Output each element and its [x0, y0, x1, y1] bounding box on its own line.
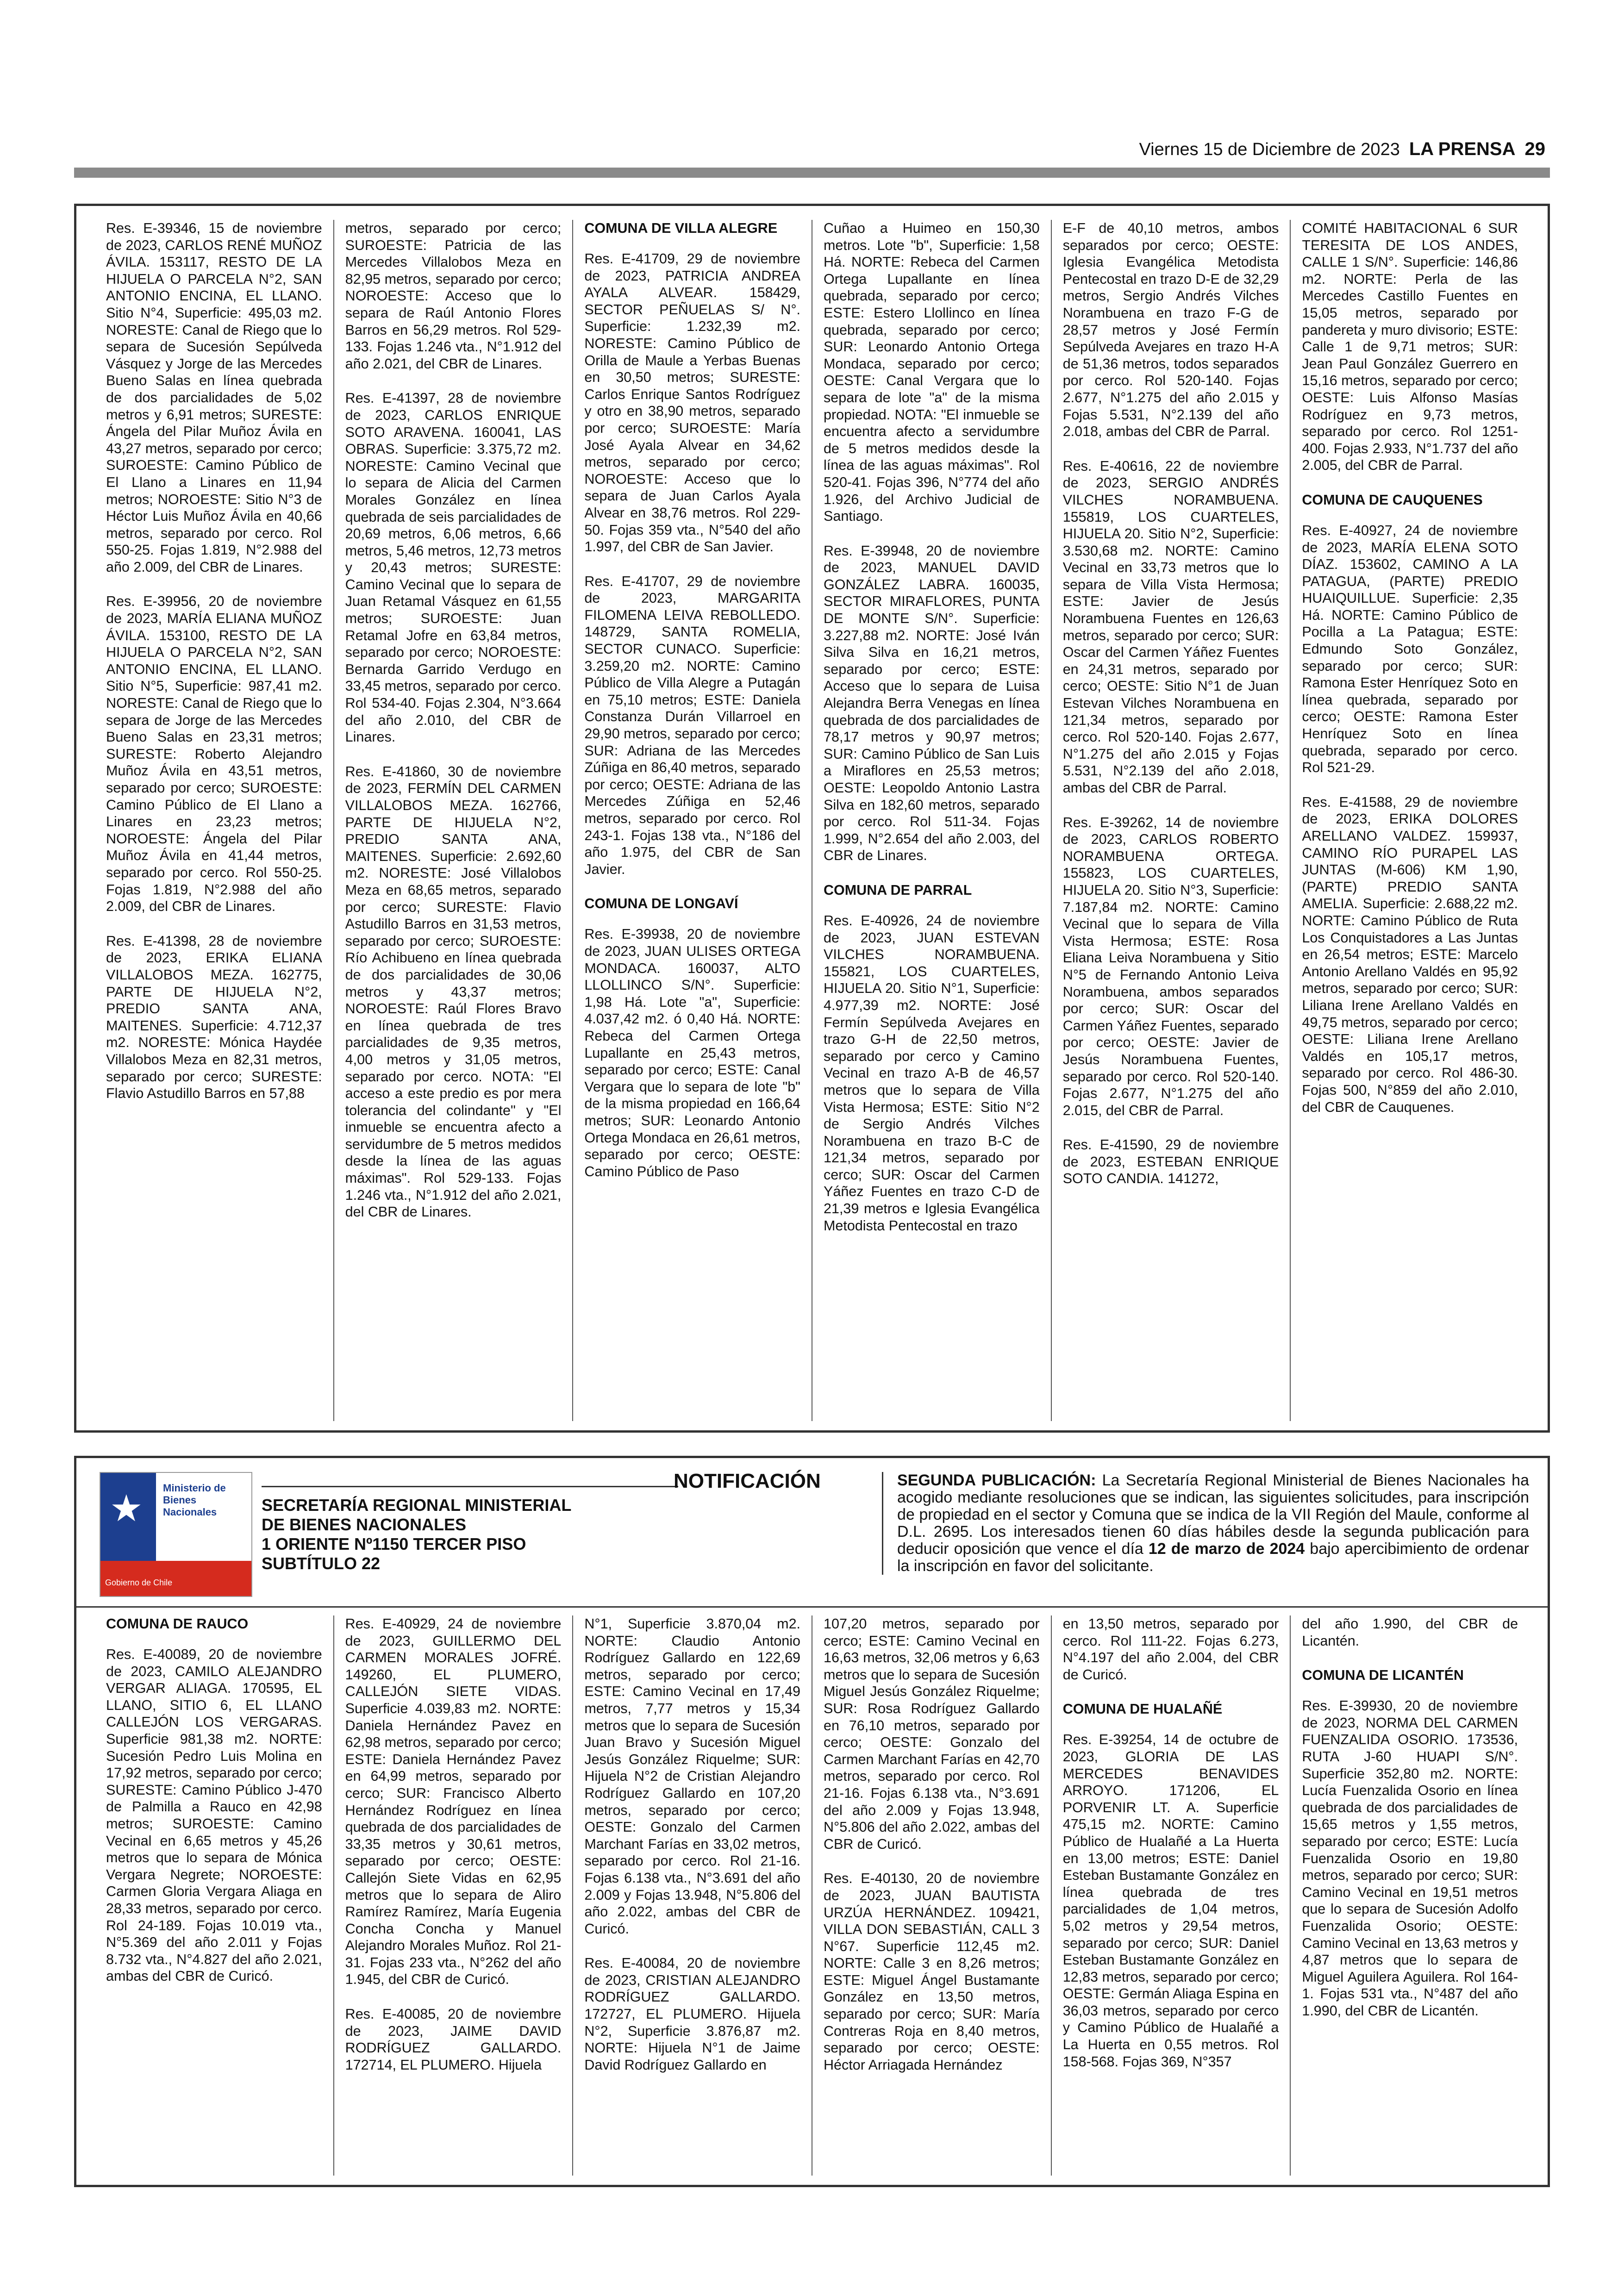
resolution-entry: Res. E-40085, 20 de noviembre de 2023, JAIME DAVID RODRÍGUEZ GALLARDO. 172714, EL PLUMERO. Hijuela — [345, 2006, 562, 2073]
top-notices-box — [74, 204, 1550, 1433]
resolution-entry: Res. E-39938, 20 de noviembre de 2023, JUAN ULISES ORTEGA MONDACA. 160037, ALTO LLOLLINCO S/N°. Superficie: 1,98 Há. Lote "a", Superficie: 4.037,42 m2. ó 0,40 Há. NORTE: Rebeca del Carmen Ortega Lupallante en 25,43 metros, separado por cerco; ESTE: Canal Vergara que lo separa de lote "b" de la misma propiedad en 166,64 metros; SUR: Leonardo Antonio Ortega Mondaca en 26,61 metros, separado por cerco; OESTE: Camino Público de Paso — [584, 926, 801, 1179]
resolution-entry: Res. E-40089, 20 de noviembre de 2023, CAMILO ALEJANDRO VERGAR ALIAGA. 170595, EL LLANO, SITIO 6, EL LLANO CALLEJÓN LOS VERGARAS. Superficie 981,38 m2. NORTE: Sucesión Pedro Luis Molina en 17,92 metros, separado por cerco; SURESTE: Camino Público J-470 de Palmilla a Rauco en 42,98 metros; SUROESTE: Camino Vecinal en 6,65 metros y 45,26 metros que lo separa de Mónica Vergara Negrete; NOROESTE: Carmen Gloria Vergara Aliaga en 28,33 metros, separado por cerco. Rol 24-189. Fojas 10.019 vta., N°5.369 del año 2.011 y Fojas 8.732 vta., N°4.827 del año 2.021, ambas del CBR de Curicó. — [106, 1646, 322, 1984]
comuna-heading: COMUNA DE VILLA ALEGRE — [584, 220, 778, 236]
resolution-entry: E-F de 40,10 metros, ambos separados por cerco; OESTE: Iglesia Evangélica Metodista Pentecostal en trazo D-E de 32,29 metros, Sergio Andrés Vilches Norambuena en trazo F-G de 28,57 metros y José Fermín Sepúlveda Avejares en trazo H-A de 51,36 metros, todos separados por cerco. Rol 520-140. Fojas 2.677, N°1.275 del año 2.015 y Fojas 5.531, N°2.139 del año 2.018, ambas del CBR de Parral. — [1062, 220, 1279, 440]
text-column — [1291, 1615, 1529, 2176]
comuna-heading: COMUNA DE LONGAVÍ — [584, 896, 738, 912]
text-column — [95, 220, 334, 1421]
resolution-entry: Res. E-40926, 24 de noviembre de 2023, JUAN ESTEVAN VILCHES NORAMBUENA. 155821, LOS CUARTELES, HIJUELA 20. Sitio N°1, Superficie: 4.977,39 m2. NORTE: José Fermín Sepúlveda Avejares en trazo G-H de 22,50 metros, separado por cerco y Camino Vecinal en trazo A-B de 46,57 metros que lo separa de Villa Vista Hermosa; ESTE: Sitio N°2 de Sergio Andrés Vilches Norambuena en trazo B-C de 121,34 metros, separado por cerco; SUR: Oscar del Carmen Yáñez Fuentes en trazo C-D de 21,39 metros e Iglesia Evangélica Metodista Pentecostal en trazo — [824, 912, 1040, 1234]
resolution-entry: Res. E-40616, 22 de noviembre de 2023, SERGIO ANDRÉS VILCHES NORAMBUENA. 155819, LOS CUARTELES, HIJUELA 20. Sitio N°2, Superficie: 3.530,68 m2. NORTE: Camino Vecinal en 33,73 metros que lo separa de Villa Vista Hermosa; ESTE: Javier de Jesús Norambuena Fuentes en 126,63 metros, separado por cerco; SUR: Oscar del Carmen Yáñez Fuentes en 24,31 metros, separado por cerco; OESTE: Sitio N°1 de Juan Estevan Vilches Norambuena en 121,34 metros, separado por cerco. Rol 520-140. Fojas 2.677, N°1.275 del año 2.015 y Fojas 5.531, N°2.139 del año 2.018, ambas del CBR de Parral. — [1062, 458, 1279, 796]
deadline-date: 12 de marzo de 2024 — [1148, 1540, 1305, 1558]
top-columns — [95, 220, 1529, 1421]
resolution-entry: Res. E-41590, 29 de noviembre de 2023, ESTEBAN ENRIQUE SOTO CANDIA. 141272, — [1062, 1137, 1279, 1187]
organization-block — [262, 1486, 678, 1573]
resolution-entry: Res. E-39262, 14 de noviembre de 2023, CARLOS ROBERTO NORAMBUENA ORTEGA. 155823, LOS CUARTELES, HIJUELA 20. Sitio N°3, Superficie: 7.187,84 m2. NORTE: Camino Vecinal que lo separa de Villa Vista Hermosa; ESTE: Rosa Eliana Leiva Norambuena y Sitio N°5 de Fernando Antonio Leiva Norambuena, ambos separados por cerco; SUR: Oscar del Carmen Yáñez Fuentes, separado por cerco; OESTE: Javier de Jesús Norambuena Fuentes, separado por cerco. Rol 520-140. Fojas 2.677, N°1.275 del año 2.015, del CBR de Parral. — [1062, 814, 1279, 1118]
resolution-entry: Res. E-39948, 20 de noviembre de 2023, MANUEL DAVID GONZÁLEZ LABRA. 160035, SECTOR MIRAFLORES, PUNTA DE MONTE S/N°. Superficie: 3.227,88 m2. NORTE: José Iván Silva Silva en 16,21 metros, separado por cerco; ESTE: Acceso que lo separa de Luisa Alejandra Berra Venegas en línea quebrada de dos parcialidades de 78,17 metros y 90,97 metros; SUR: Camino Público de San Luis a Miraflores en 25,53 metros; OESTE: Leopoldo Antonio Lastra Silva en 182,60 metros, separado por cerco. Rol 511-34. Fojas 1.999, N°2.654 del año 2.003, del CBR de Linares. — [824, 543, 1040, 864]
body-text: La Secretaría Regional Ministerial de Bienes Nacionales ha acogido mediante resoluciones que se indican, las siguientes solicitudes, para inscripción de propiedad en el sector y Comuna que se indica de la VII Región del Maule, conforme al D.L. 2695. Los interesados tienen 60 días hábiles desde la segunda publicación para deducir oposición que vence el día — [897, 1472, 1529, 1558]
resolution-entry: Res. E-40927, 24 de noviembre de 2023, MARÍA ELENA SOTO DÍAZ. 153602, CAMINO A LA PATAGUA, (PARTE) PREDIO HUAIQUILLUE. Superficie: 2,35 Há. NORTE: Camino Público de Pocilla a La Patagua; ESTE: Edmundo Soto González, separado por cerco; SUR: Ramona Ester Henríquez Soto en línea quebrada, separado por cerco; OESTE: Ramona Ester Henríquez Soto en línea quebrada, separado por cerco. Rol 521-29. — [1302, 522, 1518, 776]
page-header — [1139, 139, 1545, 160]
resolution-entry: del año 1.990, del CBR de Licantén. — [1302, 1616, 1518, 1649]
header-publication: LA PRENSA — [1409, 139, 1516, 159]
text-column — [334, 220, 574, 1421]
text-column — [334, 1615, 574, 2176]
resolution-entry: Res. E-41588, 29 de noviembre de 2023, ERIKA DOLORES ARELLANO VALDEZ. 159937, CAMINO RÍO PURAPEL LAS JUNTAS (M-606) KM 1,90, (PARTE) PREDIO SANTA AMELIA. Superficie: 2.688,22 m2. NORTE: Camino Público de Ruta Los Conquistadores a Las Juntas en 26,54 metros; ESTE: Marcelo Antonio Arellano Valdés en 95,92 metros, separado por cerco; SUR: Liliana Irene Arellano Valdés en 49,75 metros, separado por cerco; OESTE: Liliana Irene Arellano Valdés en 105,17 metros, separado por cerco. Rol 486-30. Fojas 500, N°859 del año 2.010, del CBR de Cauquenes. — [1302, 794, 1518, 1115]
star-icon: ★ — [110, 1488, 143, 1529]
text-column — [573, 1615, 812, 2176]
comuna-heading: COMUNA DE LICANTÉN — [1302, 1667, 1464, 1684]
org-line: DE BIENES NACIONALES — [262, 1515, 467, 1534]
resolution-entry: en 13,50 metros, separado por cerco. Rol 111-22. Fojas 6.273, N°4.197 del año 2.004, del CBR de Curicó. — [1062, 1616, 1279, 1683]
notification-body — [882, 1472, 1529, 1575]
ministry-logo — [100, 1472, 252, 1597]
resolution-entry: Res. E-40130, 20 de noviembre de 2023, JUAN BAUTISTA URZÚA HERNÁNDEZ. 109421, VILLA DON SEBASTIÁN, CALL 3 N°67. Superficie 112,45 m2. NORTE: Calle 3 en 8,26 metros; ESTE: Miguel Ángel Bustamante González en 13,50 metros, separado por cerco; SUR: María Contreras Roja en 8,40 metros, separado por cerco; OESTE: Héctor Arriagada Hernández — [824, 1871, 1040, 2073]
resolution-entry: Res. E-41709, 29 de noviembre de 2023, PATRICIA ANDREA AYALA ALVEAR. 158429, SECTOR PEÑUELAS S/ N°. Superficie: 1.232,39 m2. NORESTE: Camino Público de Orilla de Maule a Yerbas Buenas en 30,50 metros; SURESTE: Carlos Enrique Santos Rodríguez y otro en 38,90 metros, separado por cerco; SUROESTE: María José Ayala Alvear en 34,62 metros, separado por cerco; NOROESTE: Acceso que lo separa de Juan Carlos Ayala Alvear en 38,76 metros. Rol 229-50. Fojas 359 vta., N°540 del año 1.997, del CBR de San Javier. — [584, 251, 801, 555]
org-line: SUBTÍTULO 22 — [262, 1554, 381, 1573]
text-column — [812, 220, 1052, 1421]
comuna-heading: COMUNA DE HUALAÑÉ — [1062, 1701, 1223, 1717]
org-line: 1 ORIENTE Nº1150 TERCER PISO — [262, 1534, 526, 1553]
logo-footer: Gobierno de Chile — [105, 1578, 173, 1587]
resolution-entry: Res. E-41397, 28 de noviembre de 2023, CARLOS ENRIQUE SOTO ARAVENA. 160041, LAS OBRAS. Superficie: 3.375,72 m2. NORESTE: Camino Vecinal que lo separa de Alicia del Carmen Morales González en línea quebrada de seis parcialidades de 20,69 metros, 6,06 metros, 6,66 metros, 5,46 metros, 12,73 metros y 20,43 metros; SURESTE: Camino Vecinal que lo separa de Juan Retamal Vásquez en 61,55 metros; SUROESTE: Juan Retamal Jofre en 63,84 metros, separado por cerco; NOROESTE: Bernarda Garrido Verdugo en 33,45 metros, separado por cerco. Rol 534-40. Fojas 2.304, N°3.664 del año 2.010, del CBR de Linares. — [345, 390, 562, 745]
resolution-entry: Res. E-41707, 29 de noviembre de 2023, MARGARITA FILOMENA LEIVA REBOLLEDO. 148729, SANTA ROMELIA, SECTOR CUNACO. Superficie: 3.259,20 m2. NORTE: Camino Público de Villa Alegre a Putagán en 75,10 metros; ESTE: Daniela Constanza Durán Villarroel en 29,90 metros, separado por cerco; SUR: Adriana de las Mercedes Zúñiga en 86,40 metros, separado por cerco; OESTE: Adriana de las Mercedes Zúñiga en 52,46 metros, separado por cerco. Rol 243-1. Fojas 138 vta., N°186 del año 1.975, del CBR de San Javier. — [584, 573, 801, 877]
resolution-entry: Res. E-40084, 20 de noviembre de 2023, CRISTIAN ALEJANDRO RODRÍGUEZ GALLARDO. 172727, EL PLUMERO. Hijuela N°2, Superficie 3.876,87 m2. NORTE: Hijuela N°1 de Jaime David Rodríguez Gallardo en — [584, 1955, 801, 2073]
resolution-entry: Res. E-39930, 20 de noviembre de 2023, NORMA DEL CARMEN FUENZALIDA OSORIO. 173536, RUTA J-60 HUAPI S/N°. Superficie 352,80 m2. NORTE: Lucía Fuenzalida Osorio en línea quebrada de dos parcialidades de 15,65 metros y 1,55 metros, separado por cerco; ESTE: Lucía Fuenzalida Osorio en 19,80 metros, separado por cerco; SUR: Camino Vecinal en 19,51 metros que lo separa de Sucesión Adolfo Fuenzalida Osorio; OESTE: Camino Vecinal en 13,63 metros y 4,87 metros que lo separa de Miguel Aguilera Aguilera. Rol 164-1. Fojas 531 vta., N°487 del año 1.990, del CBR de Licantén. — [1302, 1698, 1518, 2019]
org-line: SECRETARÍA REGIONAL MINISTERIAL — [262, 1496, 572, 1515]
resolution-entry: Res. E-39956, 20 de noviembre de 2023, MARÍA ELIANA MUÑOZ ÁVILA. 153100, RESTO DE LA HIJUELA O PARCELA N°2, SAN ANTONIO ENCINA, EL LLANO. Sitio N°5, Superficie: 987,41 m2. NORESTE: Canal de Riego que lo separa de Jorge de las Mercedes Bueno Salas en 23,31 metros; SURESTE: Roberto Alejandro Muñoz Ávila en 43,51 metros, separado por cerco; SUROESTE: Camino Público de El Llano a Linares en 23,23 metros; NOROESTE: Ángela del Pilar Muñoz Ávila en 41,44 metros, separado por cerco. Rol 550-25. Fojas 1.819, N°2.988 del año 2.009, del CBR de Linares. — [106, 593, 322, 915]
notification-title: NOTIFICACIÓN — [674, 1470, 821, 1492]
text-column — [1291, 220, 1529, 1421]
header-rule — [74, 168, 1550, 178]
text-column — [95, 1615, 334, 2176]
comuna-heading: COMUNA DE CAUQUENES — [1302, 492, 1483, 508]
bottom-columns — [95, 1615, 1529, 2176]
publication-label: SEGUNDA PUBLICACIÓN: — [897, 1472, 1096, 1489]
text-column — [573, 220, 812, 1421]
resolution-entry: Res. E-41398, 28 de noviembre de 2023, ERIKA ELIANA VILLALOBOS MEZA. 162775, PARTE DE HIJUELA N°2, PREDIO SANTA ANA, MAITENES. Superficie: 4.712,37 m2. NORESTE: Mónica Haydée Villalobos Meza en 82,31 metros, separado por cerco; SURESTE: Flavio Astudillo Barros en 57,88 — [106, 933, 322, 1102]
resolution-entry: N°1, Superficie 3.870,04 m2. NORTE: Claudio Antonio Rodríguez Gallardo en 122,69 metros, separado por cerco; ESTE: Camino Vecinal en 17,49 metros, 7,77 metros y 15,34 metros que lo separa de Sucesión Juan Bravo y Sucesión Miguel Jesús González Riquelme; SUR: Hijuela N°2 de Cristian Alejandro Rodríguez Gallardo en 107,20 metros, separado por cerco; OESTE: Gonzalo del Carmen Marchant Farías en 33,02 metros, separado por cerco. Rol 21-16. Fojas 6.138 vta., N°3.691 del año 2.009 y Fojas 13.948, N°5.806 del año 2.022, ambas del CBR de Curicó. — [584, 1616, 801, 1937]
resolution-entry: Res. E-41860, 30 de noviembre de 2023, FERMÍN DEL CARMEN VILLALOBOS MEZA. 162766, PARTE DE HIJUELA N°2, PREDIO SANTA ANA, MAITENES. Superficie: 2.692,60 m2. NORESTE: José Villalobos Meza en 68,65 metros, separado por cerco; SURESTE: Flavio Astudillo Barros en 31,53 metros, separado por cerco; SUROESTE: Río Achibueno en línea quebrada de dos parcialidades de 30,06 metros y 43,37 metros; NOROESTE: Raúl Flores Bravo en línea quebrada de tres parcialidades de 9,35 metros, 4,00 metros y 31,05 metros, separado por cerco. NOTA: "El acceso a este predio es por mera tolerancia del colindante" y "El inmueble se encuentra afecto a servidumbre de 5 metros medidos desde la línea de las aguas máximas". Rol 529-133. Fojas 1.246 vta., N°1.912 del año 2.021, del CBR de Linares. — [345, 763, 562, 1220]
logo-text: Ministerio de Bienes Nacionales — [163, 1482, 226, 1518]
resolution-entry: COMITÉ HABITACIONAL 6 SUR TERESITA DE LOS ANDES, CALLE 1 S/N°. Superficie: 146,86 m2. NORTE: Perla de las Mercedes Castillo Fuentes en 15,05 metros, separado por pandereta y muro divisorio; ESTE: Calle 1 de 9,71 metros; SUR: Jean Paul González Guerrero en 15,16 metros, separado por cerco; OESTE: Luis Alfonso Masías Rodríguez en 9,73 metros, separado por cerco. Rol 1251-400. Fojas 2.933, N°1.737 del año 2.005, del CBR de Parral. — [1302, 220, 1518, 474]
resolution-entry: Res. E-39254, 14 de octubre de 2023, GLORIA DE LAS MERCEDES BENAVIDES ARROYO. 171206, EL PORVENIR LT. A. Superficie 475,15 m2. NORTE: Camino Público de Hualañé a La Huerta en 13,00 metros; ESTE: Daniel Esteban Bustamante González en línea quebrada de tres parcialidades de 1,04 metros, 5,02 metros y 29,54 metros, separado por cerco; SUR: Daniel Esteban Bustamante González en 12,83 metros, separado por cerco; OESTE: Germán Aliaga Espina en 36,03 metros, separado por cerco y Camino Público de Hualañé a La Huerta en 0,55 metros. Rol 158-568. Fojas 369, N°357 — [1062, 1732, 1279, 2070]
resolution-entry: metros, separado por cerco; SUROESTE: Patricia de las Mercedes Villalobos Meza en 82,95 metros, separado por cerco; NOROESTE: Acceso que lo separa de Raúl Antonio Flores Barros en 56,29 metros. Rol 529-133. Fojas 1.246 vta., N°1.912 del año 2.021, del CBR de Linares. — [345, 220, 562, 372]
comuna-heading: COMUNA DE RAUCO — [106, 1616, 249, 1632]
resolution-entry: Res. E-39346, 15 de noviembre de 2023, CARLOS RENÉ MUÑOZ ÁVILA. 153117, RESTO DE LA HIJUELA O PARCELA N°2, SAN ANTONIO ENCINA, EL LLANO. Sitio N°4, Superficie: 495,03 m2. NORESTE: Canal de Riego que lo separa de Sucesión Sepúlveda Vásquez y Jorge de las Mercedes Bueno Salas en línea quebrada de dos parcialidades de 5,02 metros y 6,91 metros; SURESTE: Ángela del Pilar Muñoz Ávila en 43,27 metros, separado por cerco; SUROESTE: Camino Público de El Llano a Linares en 11,94 metros; NOROESTE: Sitio N°3 de Héctor Luis Muñoz Ávila en 40,66 metros, separado por cerco. Rol 550-25. Fojas 1.819, N°2.988 del año 2.009, del CBR de Linares. — [106, 220, 322, 575]
resolution-entry: Res. E-40929, 24 de noviembre de 2023, GUILLERMO DEL CARMEN MORALES JOFRÉ. 149260, EL PLUMERO, CALLEJÓN SIETE VIDAS. Superficie 4.039,83 m2. NORTE: Daniela Hernández Pavez en 62,98 metros, separado por cerco; ESTE: Daniela Hernández Pavez en 64,99 metros, separado por cerco; SUR: Francisco Alberto Hernández Rodríguez en línea quebrada de dos parcialidades de 33,35 metros y 30,61 metros, separado por cerco; OESTE: Callejón Siete Vidas en 62,95 metros que lo separa de Aliro Ramírez Ramírez, María Eugenia Concha Concha y Manuel Alejandro Morales Muñoz. Rol 21-31. Fojas 233 vta., N°262 del año 1.945, del CBR de Curicó. — [345, 1616, 562, 1988]
resolution-entry: Cuñao a Huimeo en 150,30 metros. Lote "b", Superficie: 1,58 Há. NORTE: Rebeca del Carmen Ortega Lupallante en línea quebrada, separado por cerco; ESTE: Estero Llollinco en línea quebrada, separado por cerco; SUR: Leonardo Antonio Ortega Mondaca, separado por cerco; OESTE: Canal Vergara que lo separa de lote "a" de la misma propiedad. NOTA: "El inmueble se encuentra afecto a servidumbre de 5 metros medidos desde la línea de las aguas máximas". Rol 520-41. Fojas 396, N°774 del año 1.926, del Archivo Judicial de Santiago. — [824, 220, 1040, 524]
resolution-entry: 107,20 metros, separado por cerco; ESTE: Camino Vecinal en 16,63 metros, 32,06 metros y 6,63 metros que lo separa de Sucesión Miguel Jesús González Riquelme; SUR: Rosa Rodríguez Gallardo en 76,10 metros, separado por cerco; OESTE: Gonzalo del Carmen Marchant Farías en 42,70 metros, separado por cerco. Rol 21-16. Fojas 6.138 vta., N°3.691 del año 2.009 y Fojas 13.948, N°5.806 del año 2.022, ambas del CBR de Curicó. — [824, 1616, 1040, 1852]
text-column — [1052, 1615, 1291, 2176]
header-page-number: 29 — [1524, 139, 1545, 159]
notice-header — [76, 1458, 1548, 1608]
header-date: Viernes 15 de Diciembre de 2023 — [1139, 140, 1400, 159]
comuna-heading: COMUNA DE PARRAL — [824, 882, 972, 898]
bottom-notices-box — [74, 1456, 1550, 2187]
text-column — [1052, 220, 1291, 1421]
text-column — [812, 1615, 1052, 2176]
body-tail: bajo apercibimiento de ordenar la inscripción en favor del solicitante. — [897, 1540, 1529, 1575]
